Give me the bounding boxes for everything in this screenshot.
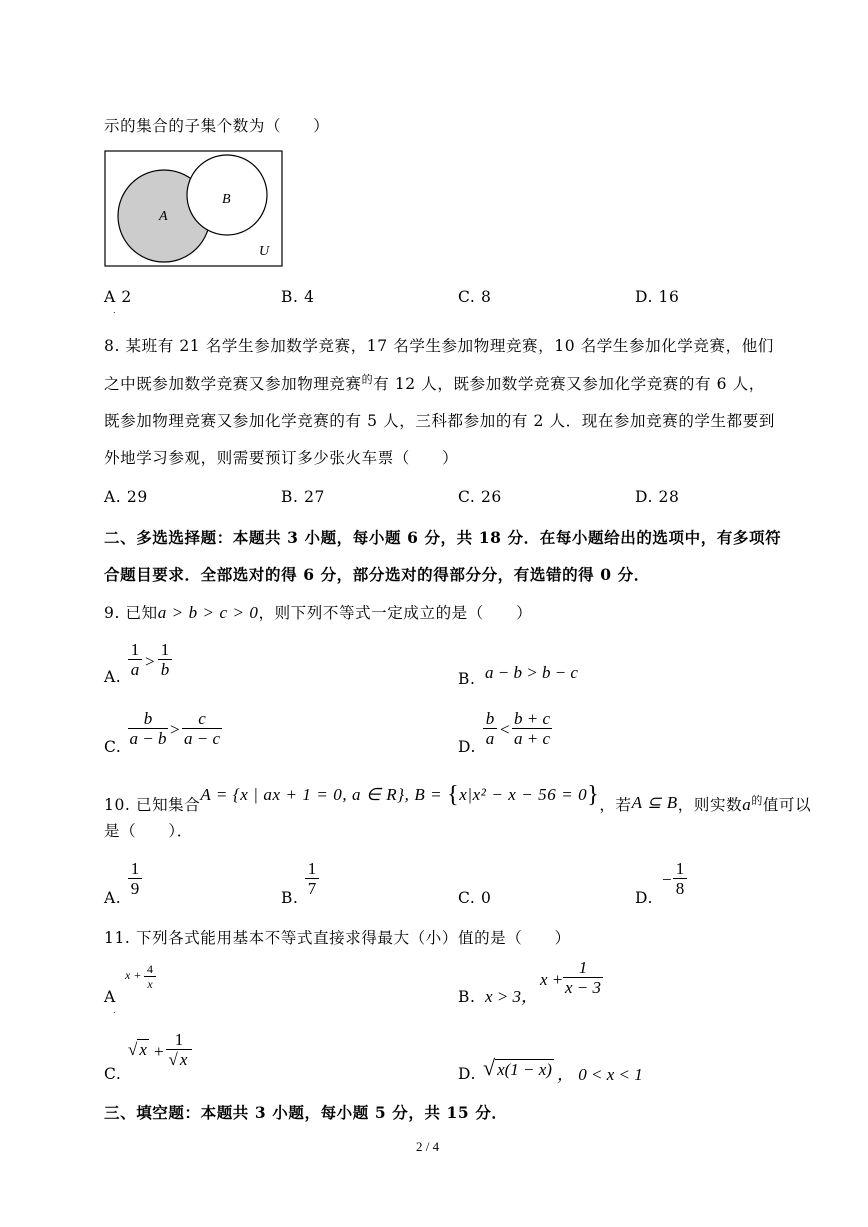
- q8-line2: 之中既参加数学竞赛又参加物理竞赛$^的$有 12 人，既参加数学竞赛又参加化学竞赛的有 6 人，: [104, 373, 765, 394]
- q9-c-frac2: c a − c: [183, 709, 221, 748]
- dot-mark: .: [113, 1006, 116, 1015]
- q11-c-plus: +: [154, 1042, 164, 1061]
- q11-b-letter[interactable]: B.: [458, 988, 476, 1006]
- q10-d-frac: 1 8: [673, 859, 687, 898]
- q8-option-b[interactable]: B. 27: [281, 488, 325, 506]
- set-b-label: B: [222, 192, 231, 207]
- q11-a-frac: 4 x: [144, 962, 156, 991]
- q8-option-c[interactable]: C. 26: [458, 488, 502, 506]
- q9-c-op: >: [170, 720, 180, 739]
- q10-option-c[interactable]: C. 0: [458, 889, 492, 907]
- section2-line2: 合题目要求．全部选对的得 6 分，部分选对的得部分分，有选错的得 0 分．: [104, 565, 650, 584]
- q10-d-letter[interactable]: D.: [635, 889, 654, 907]
- page-number: 2 / 4: [416, 1139, 440, 1154]
- q9-c-letter[interactable]: C.: [104, 738, 122, 756]
- q10-stem-line1: 10. 已知集合A = {x | ax + 1 = 0, a ∈ R}, B = {x|x² − x − 56 = 0}，若A ⊆ B，则实数$a^的$值可以: [104, 782, 812, 814]
- q9-b-letter[interactable]: B.: [458, 670, 476, 688]
- q9-a-op: >: [145, 652, 155, 671]
- q9-a-frac2: 1 b: [158, 640, 172, 679]
- q8-option-d[interactable]: D. 28: [635, 488, 680, 506]
- section3-heading: 三、填空题：本题共 3 小题，每小题 5 分，共 15 分．: [104, 1103, 508, 1122]
- q11-a-x: x +: [125, 968, 142, 982]
- q9-c-frac1: b a − b: [129, 709, 167, 748]
- dot-mark: .: [113, 306, 116, 315]
- q8-line1: 8. 某班有 21 名学生参加数学竞赛，17 名学生参加物理竞赛，10 名学生参加化学竞赛，他们: [104, 337, 774, 355]
- section2-line1: 二、多选选择题：本题共 3 小题，每小题 6 分，共 18 分．在每小题给出的选项中，有多项符: [104, 528, 782, 547]
- q9-b-expr: a − b > b − c: [485, 663, 578, 682]
- q9-d-frac1: b a: [483, 709, 497, 748]
- q11-c-sqrt: √ x: [128, 1040, 147, 1059]
- q9-a-frac1: 1 a: [128, 640, 142, 679]
- q10-b-letter[interactable]: B.: [281, 889, 299, 907]
- q11-d-sqrt: √ x(1 − x): [483, 1055, 552, 1080]
- q10-b-frac: 1 7: [305, 859, 319, 898]
- q9-d-frac2: b + c a + c: [513, 709, 551, 748]
- q8-line3: 既参加物理竞赛又参加化学竞赛的有 5 人，三科都参加的有 2 人．现在参加竞赛的学生都要到: [104, 412, 775, 430]
- q10-d-sign: −: [662, 870, 672, 889]
- q11-b-frac: 1 x − 3: [564, 958, 602, 997]
- q8-option-a[interactable]: A. 29: [104, 488, 148, 506]
- set-a-label: A: [159, 209, 168, 224]
- q11-stem: 11. 下列各式能用基本不等式直接求得最大（小）值的是（ ）: [104, 929, 571, 947]
- q11-d-cond: ， 0 < x < 1: [557, 1065, 643, 1084]
- q9-d-letter[interactable]: D.: [458, 738, 477, 756]
- q7-option-d[interactable]: D. 16: [635, 288, 680, 306]
- q8-line4: 外地学习参观，则需要预订多少张火车票（ ）: [104, 449, 459, 467]
- q7-option-b[interactable]: B. 4: [281, 288, 315, 306]
- q10-a-letter[interactable]: A.: [104, 889, 122, 907]
- q11-d-letter[interactable]: D.: [458, 1065, 477, 1083]
- q11-c-frac: 1 √ x: [166, 1030, 192, 1069]
- q7-option-c[interactable]: C. 8: [458, 288, 492, 306]
- q9-d-op: <: [500, 720, 510, 739]
- q10-a-frac: 1 9: [128, 859, 142, 898]
- venn-diagram: [104, 150, 284, 268]
- universal-label: U: [259, 244, 270, 259]
- q11-c-letter[interactable]: C.: [104, 1065, 122, 1083]
- q11-b-cond: x > 3，: [485, 987, 539, 1006]
- q9-stem: 9. 已知a > b > c > 0，则下列不等式一定成立的是（ ）: [104, 603, 533, 622]
- q11-b-x: x +: [540, 970, 564, 989]
- q7-stem-tail: 示的集合的子集个数为（ ）: [104, 117, 330, 135]
- q9-a-letter[interactable]: A.: [104, 668, 122, 686]
- q11-a-letter[interactable]: A: [104, 988, 116, 1006]
- q10-stem-line2: 是（ ）．: [104, 822, 193, 840]
- q7-option-a[interactable]: A 2: [104, 288, 132, 306]
